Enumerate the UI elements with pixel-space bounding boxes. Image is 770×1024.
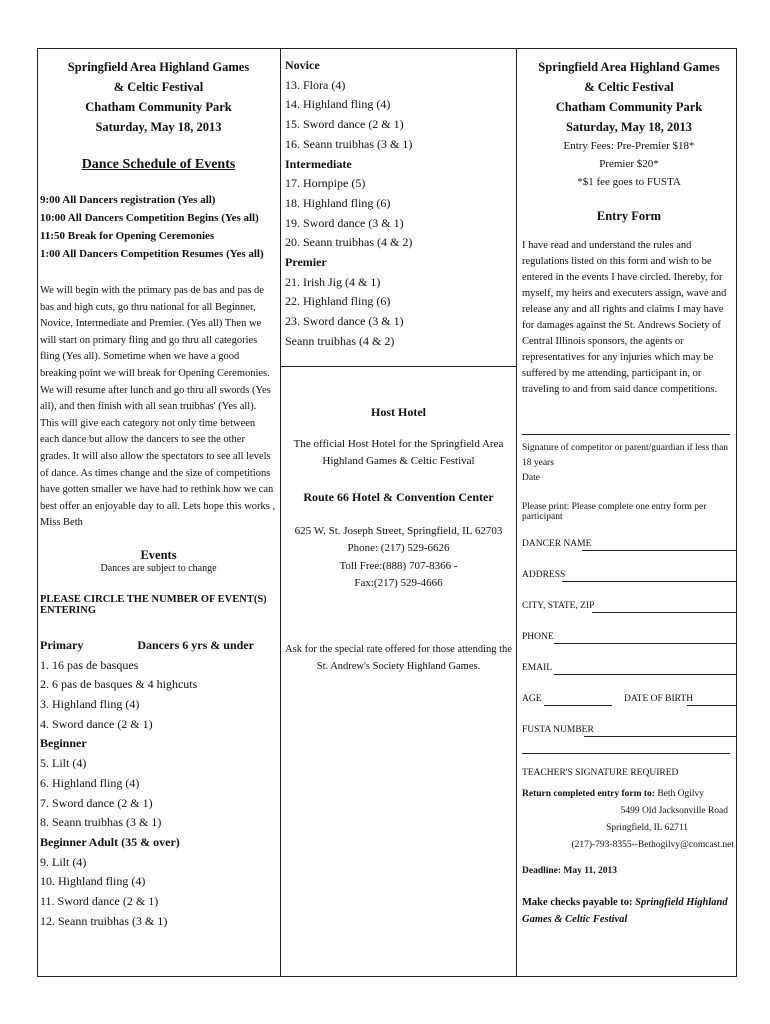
field-label: DANCER NAME bbox=[522, 539, 592, 549]
left-panel bbox=[38, 49, 280, 976]
return-contact: (217)-793-8355--Bethogilvy@comcast.net bbox=[571, 840, 734, 850]
payable-to: Springfield Highland Games & Celtic Festival bbox=[522, 897, 728, 925]
novice-heading: Novice bbox=[285, 58, 320, 72]
event-item[interactable]: 16. Seann truibhas (3 & 1) bbox=[285, 136, 413, 151]
field-line[interactable] bbox=[554, 643, 736, 644]
dob-line[interactable] bbox=[687, 705, 736, 706]
title-line: Saturday, May 18, 2013 bbox=[565, 120, 693, 134]
field-line[interactable] bbox=[584, 736, 736, 737]
field-label: PHONE bbox=[522, 632, 554, 642]
teacher-signature-line[interactable] bbox=[522, 753, 730, 754]
checks-payable bbox=[522, 894, 736, 928]
return-name: Beth Ogilvy bbox=[657, 789, 705, 799]
title-line: & Celtic Festival bbox=[584, 80, 674, 94]
fee-line: *$1 fee goes to FUSTA bbox=[577, 176, 681, 188]
title-line: & Celtic Festival bbox=[113, 80, 204, 94]
event-item[interactable]: 19. Sword dance (3 & 1) bbox=[285, 215, 404, 230]
schedule-item: 9:00 All Dancers registration (Yes all) bbox=[40, 194, 216, 206]
field-line[interactable] bbox=[582, 550, 736, 551]
hotel-address bbox=[285, 523, 512, 593]
event-item[interactable]: 12. Seann truibhas (3 & 1) bbox=[40, 913, 168, 928]
entry-fees bbox=[522, 137, 736, 191]
event-item[interactable]: 17. Hornpipe (5) bbox=[285, 176, 366, 191]
schedule-item: 1:00 All Dancers Competition Resumes (Yes all) bbox=[40, 248, 264, 260]
fee-line: Entry Fees: Pre-Premier $18* bbox=[563, 140, 695, 152]
return-street: 5499 Old Jacksonville Road bbox=[620, 806, 728, 816]
event-item[interactable]: 20. Seann truibhas (4 & 2) bbox=[285, 235, 413, 250]
intermediate-events bbox=[285, 174, 512, 253]
event-item[interactable]: 23. Sword dance (3 & 1) bbox=[285, 314, 404, 329]
email-field[interactable] bbox=[522, 652, 736, 683]
event-item[interactable]: 9. Lilt (4) bbox=[40, 854, 87, 869]
trifold-brochure bbox=[37, 48, 737, 977]
primary-heading: Primary bbox=[40, 637, 84, 652]
event-item[interactable]: 11. Sword dance (2 & 1) bbox=[40, 894, 159, 909]
age-dob-field[interactable] bbox=[522, 683, 736, 714]
event-item[interactable]: 7. Sword dance (2 & 1) bbox=[40, 795, 153, 810]
date-caption: Date bbox=[522, 473, 540, 483]
deadline: Deadline: May 11, 2013 bbox=[522, 866, 617, 876]
entry-form-heading: Entry Form bbox=[596, 209, 662, 223]
event-item[interactable]: 10. Highland fling (4) bbox=[40, 874, 146, 889]
hotel-toll-free: Toll Free:(888) 707-8366 - bbox=[339, 559, 458, 572]
event-item[interactable]: 15. Sword dance (2 & 1) bbox=[285, 117, 404, 132]
schedule-list bbox=[40, 191, 277, 263]
field-label: DATE OF BIRTH bbox=[624, 694, 694, 704]
event-item[interactable]: 18. Highland fling (6) bbox=[285, 195, 391, 210]
event-title bbox=[40, 57, 277, 137]
phone-field[interactable] bbox=[522, 621, 736, 652]
host-hotel-text: The official Host Hotel for the Springfield Area Highland Games & Celtic Festival bbox=[293, 437, 504, 467]
field-line[interactable] bbox=[592, 612, 736, 613]
intermediate-heading: Intermediate bbox=[285, 156, 352, 171]
hotel-name: Route 66 Hotel & Convention Center bbox=[303, 489, 494, 504]
primary-age: Dancers 6 yrs & under bbox=[137, 637, 254, 652]
teacher-signature-label: TEACHER'S SIGNATURE REQUIRED bbox=[522, 768, 679, 778]
field-label: AGE bbox=[522, 694, 542, 704]
beginner-adult-heading: Beginner Adult (35 & over) bbox=[40, 834, 180, 849]
host-hotel-heading: Host Hotel bbox=[371, 404, 426, 419]
event-item[interactable]: 21. Irish Jig (4 & 1) bbox=[285, 274, 381, 289]
primary-heading-row bbox=[40, 636, 277, 656]
field-label: CITY, STATE, ZIP bbox=[522, 601, 595, 611]
event-item[interactable]: 4. Sword dance (2 & 1) bbox=[40, 716, 153, 731]
novice-events bbox=[285, 76, 512, 155]
special-rate-note: Ask for the special rate offered for those attending the St. Andrew's Society Highland Games. bbox=[285, 643, 512, 672]
section-divider bbox=[281, 366, 516, 367]
field-label: ADDRESS bbox=[522, 570, 566, 580]
event-item[interactable]: Seann truibhas (4 & 2) bbox=[285, 333, 395, 348]
event-item[interactable]: 1. 16 pas de basques bbox=[40, 657, 139, 672]
title-line: Springfield Area Highland Games bbox=[67, 60, 250, 74]
event-title bbox=[522, 57, 736, 137]
title-line: Springfield Area Highland Games bbox=[538, 60, 720, 74]
signature-caption: Signature of competitor or parent/guardian if less than 18 years bbox=[522, 443, 729, 468]
event-item[interactable]: 13. Flora (4) bbox=[285, 77, 346, 92]
premier-heading: Premier bbox=[285, 255, 327, 270]
event-item[interactable]: 5. Lilt (4) bbox=[40, 756, 87, 771]
beginner-events bbox=[40, 754, 277, 833]
title-line: Chatham Community Park bbox=[85, 100, 232, 114]
signature-label bbox=[522, 441, 736, 486]
signature-line[interactable] bbox=[522, 434, 730, 435]
dancer-name-field[interactable] bbox=[522, 528, 736, 559]
event-item[interactable]: 14. Highland fling (4) bbox=[285, 97, 391, 112]
schedule-heading: Dance Schedule of Events bbox=[81, 157, 236, 172]
address-line: 625 W. St. Joseph Street, Springfield, IL 62703 bbox=[294, 524, 503, 537]
premier-events bbox=[285, 273, 512, 352]
return-address bbox=[522, 786, 736, 854]
intro-paragraph: We will begin with the primary pas de bas and pas de bas and high cuts, go thru national for all Beginner, Novice, Intermediate and Premier. (Yes all) Then we will start on primary fling and go thru all categories fling (Yes all). Sometime when we have a good breaking point we will break for Opening Ceremonies. We will resume after lunch and go thru all swords (Yes all), and then finish with all sean truibhas' (Yes all). This will give each category not only time between each dance but allow the dancers to see the other grades. It will also allow the spectators to see all levels of dance. As times change and the size of competitions have gotten smaller we have had to rethink how we can best offer an enjoyable day to all. Lets hope this works , Miss Beth bbox=[40, 285, 276, 529]
return-label: Return completed entry form to: bbox=[522, 789, 655, 799]
event-item[interactable]: 8. Seann truibhas (3 & 1) bbox=[40, 815, 162, 830]
fusta-number-field[interactable] bbox=[522, 714, 736, 745]
schedule-item: 11:50 Break for Opening Ceremonies bbox=[40, 230, 215, 242]
right-panel bbox=[517, 49, 738, 976]
event-item[interactable]: 3. Highland fling (4) bbox=[40, 697, 140, 712]
hotel-fax: Fax:(217) 529-4666 bbox=[354, 577, 443, 590]
event-item[interactable]: 2. 6 pas de basques & 4 highcuts bbox=[40, 677, 198, 692]
field-label: EMAIL bbox=[522, 663, 553, 673]
middle-panel bbox=[281, 49, 516, 976]
title-line: Saturday, May 18, 2013 bbox=[95, 120, 222, 134]
circle-instruction: PLEASE CIRCLE THE NUMBER OF EVENT(S) ENTERING bbox=[40, 593, 267, 616]
address-field[interactable] bbox=[522, 559, 736, 590]
field-label: FUSTA NUMBER bbox=[522, 725, 594, 735]
age-line[interactable] bbox=[544, 705, 612, 706]
rules-waiver-text: I have read and understand the rules and regulations listed on this form and wish to be entered in the events I have circled. Ihereby, for myself, my heirs and executers assign, wave and release any and all rights and claims I may have for damages against the St. Andrews Society of Central Illinois sponsors, the agents or representatives for any injuries which may be suffered by me attending, participant in, or traveling to and from said dance competitions. bbox=[522, 240, 727, 395]
field-line[interactable] bbox=[554, 674, 736, 675]
events-note: Dances are subject to change bbox=[100, 562, 217, 574]
schedule-item: 10:00 All Dancers Competition Begins (Yes all) bbox=[40, 212, 259, 224]
events-heading: Events bbox=[140, 547, 177, 562]
city-state-zip-field[interactable] bbox=[522, 590, 736, 621]
title-line: Chatham Community Park bbox=[555, 100, 703, 114]
payable-label: Make checks payable to: bbox=[522, 897, 633, 908]
event-item[interactable]: 22. Highland fling (6) bbox=[285, 294, 391, 309]
print-note: Please print: Please complete one entry form per participant bbox=[522, 502, 707, 522]
hotel-phone: Phone: (217) 529-6626 bbox=[347, 542, 450, 555]
beginner-adult-events bbox=[40, 853, 277, 932]
return-city: Springfield, IL 62711 bbox=[606, 823, 688, 833]
event-item[interactable]: 6. Highland fling (4) bbox=[40, 775, 140, 790]
field-line[interactable] bbox=[562, 581, 736, 582]
fee-line: Premier $20* bbox=[599, 158, 659, 170]
primary-events bbox=[40, 656, 277, 735]
beginner-heading: Beginner bbox=[40, 736, 87, 751]
